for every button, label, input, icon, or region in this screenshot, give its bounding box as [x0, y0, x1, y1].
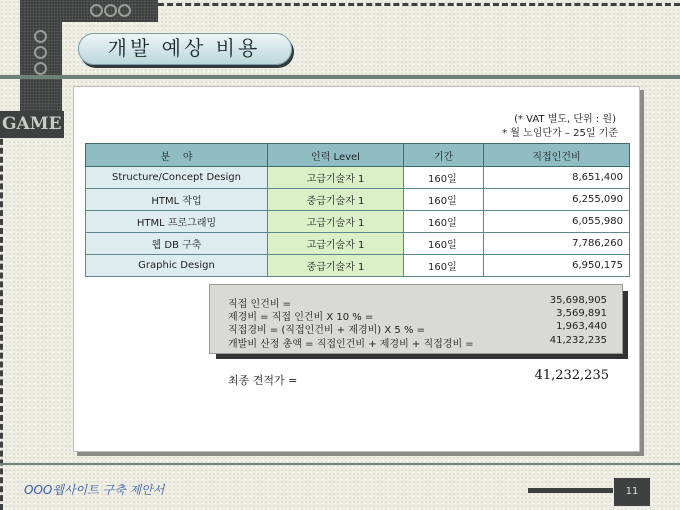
cell-cost: 8,651,400 — [484, 167, 630, 189]
summary-total-label: 개발비 산정 총액 = 직접인건비 + 제경비 + 직접경비 = — [228, 339, 474, 350]
page-title: 개발 예상 비용 — [107, 36, 261, 60]
table-row — [86, 211, 630, 233]
top-dashed-border — [158, 3, 680, 6]
top-divider-line — [0, 75, 680, 79]
header-area: 분 야 — [86, 144, 268, 167]
summary-direct-labor-label: 직접 인건비 = — [228, 299, 292, 310]
footer-title: OOO웹사이트 구축 제안서 — [24, 483, 165, 497]
page-number: 11 — [614, 478, 650, 506]
labor-basis-note: * 월 노임단가 – 25일 기준 — [502, 128, 618, 139]
cell-cost: 7,786,260 — [484, 233, 630, 255]
cost-table — [85, 143, 630, 277]
header-cost: 직접인건비 — [484, 144, 630, 167]
table-row — [86, 255, 630, 277]
cell-level: 고급기술자 1 — [268, 211, 404, 233]
bottom-divider-line — [0, 463, 680, 465]
cell-level: 고급기술자 1 — [268, 167, 404, 189]
left-dashed-border — [0, 130, 3, 510]
cell-area: HTML 작업 — [86, 189, 268, 211]
summary-direct-expense-label: 직접경비 = (직접인건비 + 제경비) X 5 % = — [228, 325, 426, 336]
cell-period: 160일 — [404, 189, 484, 211]
cell-area: Structure/Concept Design — [86, 167, 268, 189]
summary-total-value: 41,232,235 — [549, 335, 607, 346]
cell-period: 160일 — [404, 255, 484, 277]
summary-overhead-value: 3,569,891 — [556, 308, 607, 319]
cell-cost: 6,255,090 — [484, 189, 630, 211]
table-row — [86, 233, 630, 255]
final-estimate-label: 최종 견적가 = — [228, 374, 298, 387]
summary-direct-labor-value: 35,698,905 — [549, 295, 607, 306]
bottom-decor-bar — [528, 488, 613, 493]
table-row — [86, 189, 630, 211]
summary-direct-expense-value: 1,963,440 — [556, 321, 607, 332]
cell-level: 중급기술자 1 — [268, 255, 404, 277]
summary-overhead-label: 제경비 = 직접 인건비 X 10 % = — [228, 312, 374, 323]
cell-period: 160일 — [404, 167, 484, 189]
header-period: 기간 — [404, 144, 484, 167]
vat-note: (* VAT 별도, 단위 : 원) — [514, 114, 616, 125]
cell-area: Graphic Design — [86, 255, 268, 277]
cell-period: 160일 — [404, 211, 484, 233]
cell-period: 160일 — [404, 233, 484, 255]
final-estimate-value: 41,232,235 — [534, 368, 609, 383]
header-level: 인력 Level — [268, 144, 404, 167]
table-header-row — [86, 144, 630, 167]
cell-cost: 6,950,175 — [484, 255, 630, 277]
cell-level: 중급기술자 1 — [268, 189, 404, 211]
cell-area: HTML 프로그래밍 — [86, 211, 268, 233]
game-label: GAME — [2, 114, 62, 134]
cell-cost: 6,055,980 — [484, 211, 630, 233]
cell-level: 고급기술자 1 — [268, 233, 404, 255]
cell-area: 웹 DB 구축 — [86, 233, 268, 255]
table-row — [86, 167, 630, 189]
